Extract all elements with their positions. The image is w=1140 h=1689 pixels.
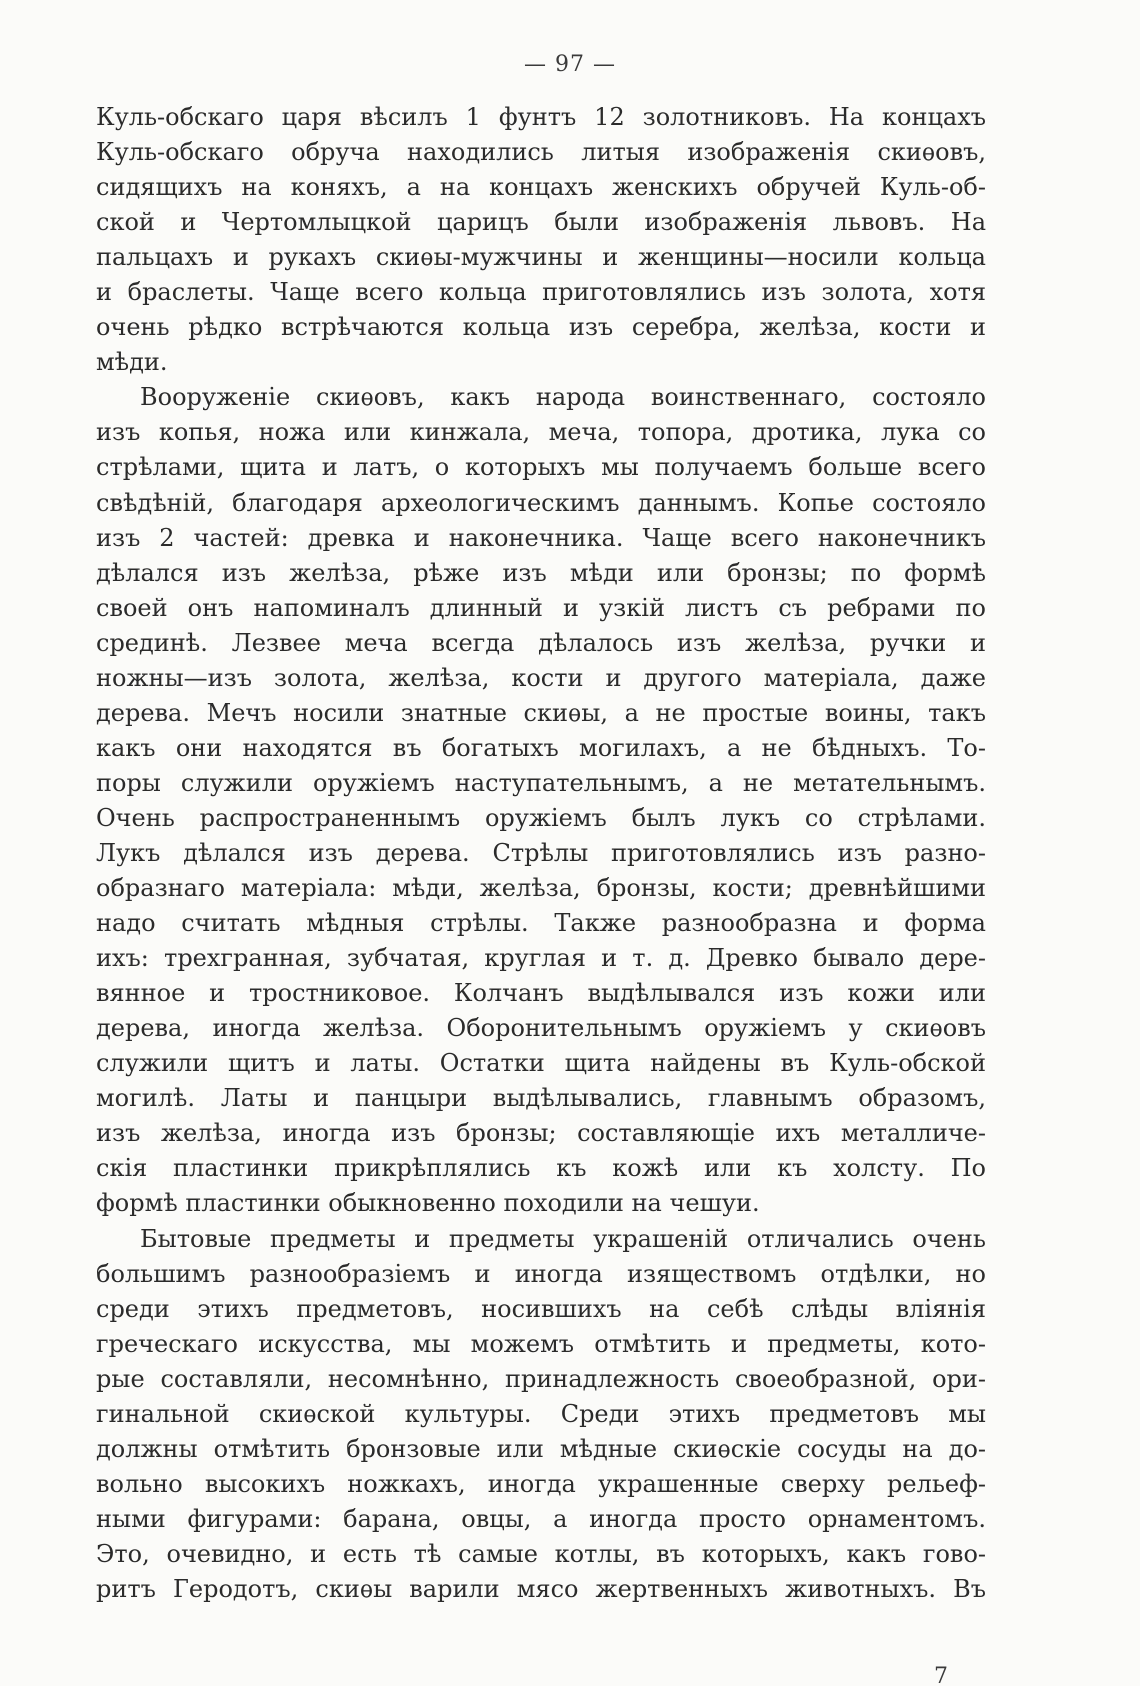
text-line: большимъ разнообразіемъ и иногда изяществомъ отдѣлки, но — [96, 1259, 986, 1288]
text-line: свѣдѣній, благодаря археологическимъ даннымъ. Копье состояло — [96, 488, 986, 517]
text-line: служили щитъ и латы. Остатки щита найдены въ Куль-обской — [96, 1049, 986, 1078]
text-line: дерева. Мечъ носили знатные скиѳы, а не простые воины, такъ — [96, 698, 986, 727]
text-line: гинальной скиѳской культуры. Среди этихъ предметовъ мы — [96, 1399, 986, 1428]
text-line: ской и Чертомлыцкой царицъ были изображенія львовъ. На — [96, 208, 986, 237]
text-line: поры служили оружіемъ наступательнымъ, а не метательнымъ. — [96, 768, 986, 797]
text-line: надо считать мѣдныя стрѣлы. Также разнообразна и форма — [96, 909, 986, 938]
text-line: образнаго матеріала: мѣди, желѣза, бронзы, кости; древнѣйшими — [96, 874, 986, 903]
text-line: скія пластинки прикрѣплялись къ кожѣ или къ холсту. По — [96, 1154, 986, 1183]
text-line: рые составляли, несомнѣнно, принадлежность своеобразной, ори- — [96, 1364, 986, 1393]
paragraph-2 — [96, 380, 986, 1221]
text-line: изъ 2 частей: древка и наконечника. Чаще всего наконечникъ — [96, 523, 986, 552]
text-line: стрѣлами, щита и латъ, о которыхъ мы получаемъ больше всего — [96, 453, 986, 482]
body-text — [96, 100, 986, 1607]
text-line: ритъ Геродотъ, скиѳы варили мясо жертвенныхъ животныхъ. Въ — [96, 1574, 986, 1603]
text-line: Бытовые предметы и предметы украшеній отличались очень — [140, 1224, 986, 1253]
text-line: среди этихъ предметовъ, носившихъ на себѣ слѣды вліянія — [96, 1294, 986, 1323]
text-line: какъ они находятся въ богатыхъ могилахъ, а не бѣдныхъ. То- — [96, 733, 986, 762]
text-line: изъ желѣза, иногда изъ бронзы; составляющіе ихъ металличе- — [96, 1119, 986, 1148]
text-line: очень рѣдко встрѣчаются кольца изъ серебра, желѣза, кости и — [96, 313, 986, 342]
text-line: ножны—изъ золота, желѣза, кости и другого матеріала, даже — [96, 663, 986, 692]
text-line: Лукъ дѣлался изъ дерева. Стрѣлы приготовлялись изъ разно- — [96, 838, 986, 867]
text-line: ными фигурами: барана, овцы, а иногда просто орнаментомъ. — [96, 1504, 986, 1533]
text-line: греческаго искусства, мы можемъ отмѣтить и предметы, кото- — [96, 1329, 986, 1358]
paragraph-3 — [96, 1222, 986, 1608]
text-line: Очень распространеннымъ оружіемъ былъ лукъ со стрѣлами. — [96, 803, 986, 832]
page-number: — 97 — — [524, 52, 616, 77]
text-line: вольно высокихъ ножкахъ, иногда украшенные сверху рельеф- — [96, 1469, 986, 1498]
text-line: Куль-обскаго обруча находились литыя изображенія скиѳовъ, — [96, 138, 986, 167]
text-line: срединѣ. Лезвее меча всегда дѣлалось изъ желѣза, ручки и — [96, 628, 986, 657]
text-line: своей онъ напоминалъ длинный и узкій листъ съ ребрами по — [96, 593, 986, 622]
text-line: вянное и тростниковое. Колчанъ выдѣлывался изъ кожи или — [96, 979, 986, 1008]
paragraph-1 — [96, 100, 986, 380]
text-line: пальцахъ и рукахъ скиѳы-мужчины и женщины—носили кольца — [96, 243, 986, 272]
text-line: Куль-обскаго царя вѣсилъ 1 фунтъ 12 золотниковъ. На концахъ — [96, 103, 986, 131]
text-line: могилѣ. Латы и панцыри выдѣлывались, главнымъ образомъ, — [96, 1084, 986, 1113]
text-line: Это, очевидно, и есть тѣ самые котлы, въ которыхъ, какъ гово- — [96, 1539, 986, 1568]
text-line: дерева, иногда желѣза. Оборонительнымъ оружіемъ у скиѳовъ — [96, 1014, 986, 1043]
text-line: сидящихъ на коняхъ, а на концахъ женскихъ обручей Куль-об- — [96, 173, 986, 202]
signature-mark: 7 — [934, 1664, 948, 1689]
text-line: формѣ пластинки обыкновенно походили на чешуи. — [96, 1189, 760, 1218]
text-line: дѣлался изъ желѣза, рѣже изъ мѣди или бронзы; по формѣ — [96, 558, 986, 587]
text-line: должны отмѣтить бронзовые или мѣдные скиѳскіе сосуды на до- — [96, 1434, 986, 1463]
text-line: ихъ: трехгранная, зубчатая, круглая и т. д. Древко бывало дере- — [96, 944, 986, 973]
text-line: мѣди. — [96, 348, 168, 377]
text-line: Вооруженіе скиѳовъ, какъ народа воинственнаго, состояло — [140, 383, 986, 412]
text-line: изъ копья, ножа или кинжала, меча, топора, дротика, лука со — [96, 418, 986, 447]
text-line: и браслеты. Чаще всего кольца приготовлялись изъ золота, хотя — [96, 278, 986, 307]
